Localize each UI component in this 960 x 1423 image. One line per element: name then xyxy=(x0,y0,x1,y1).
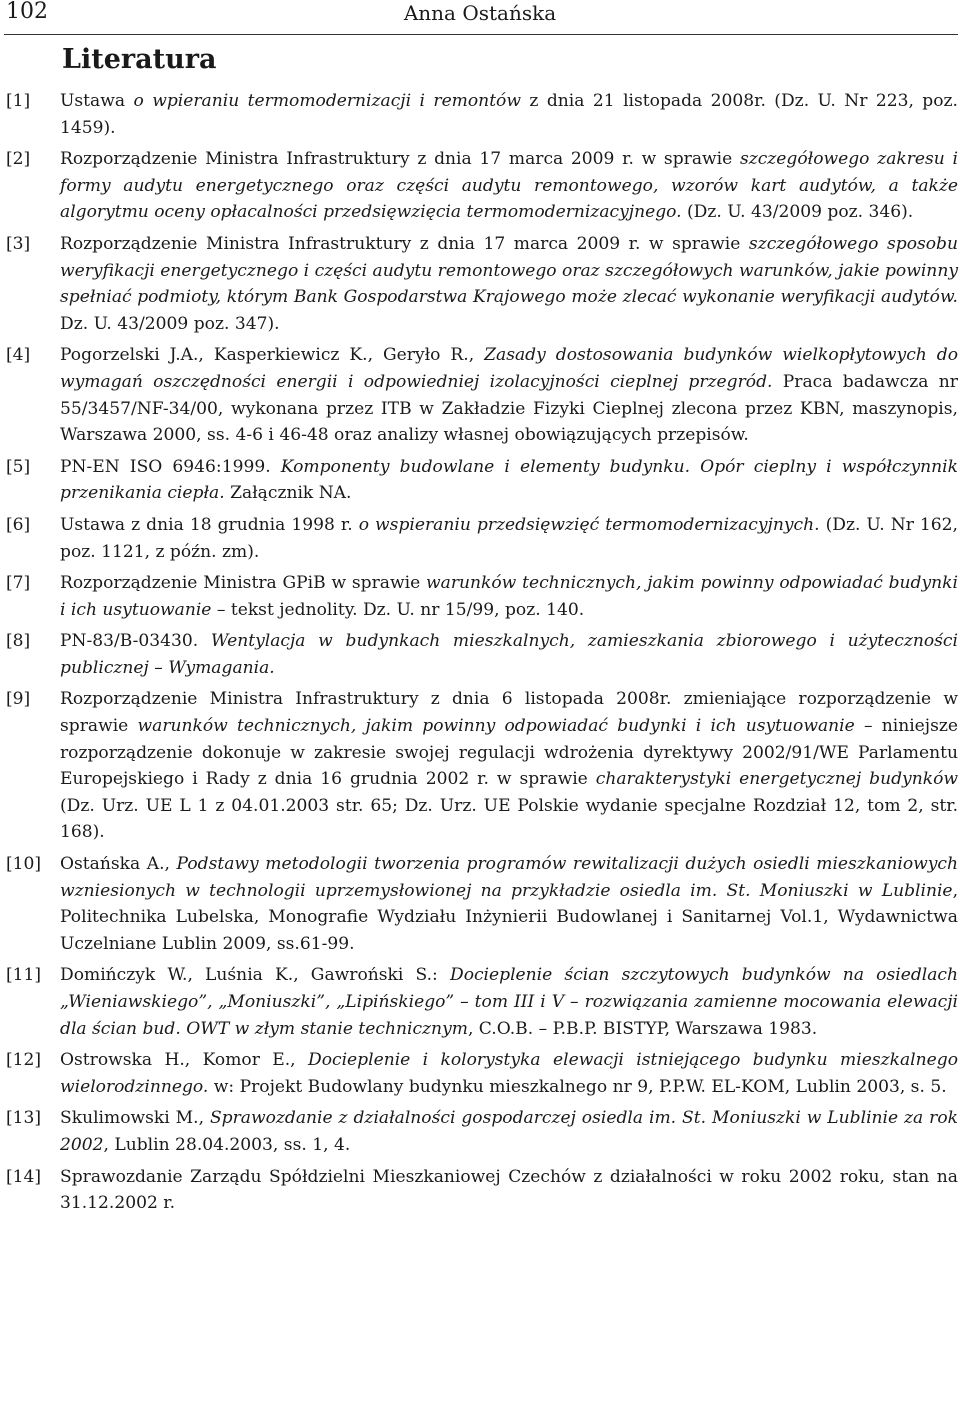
reference-text: Załącznik NA. xyxy=(224,483,352,504)
reference-item xyxy=(0,454,960,507)
reference-number: [4] xyxy=(6,345,31,366)
running-head-author: Anna Ostańska xyxy=(403,1,557,25)
reference-number: [2] xyxy=(6,149,31,170)
reference-text: Rozporządzenie Ministra Infrastruktury z dnia 17 marca 2009 r. w sprawie xyxy=(60,149,740,170)
reference-item xyxy=(0,342,960,448)
reference-text: Ostańska A., xyxy=(60,854,177,875)
reference-text: (Dz. U. 43/2009 poz. 346). xyxy=(681,202,914,223)
reference-text: Ostrowska H., Komor E., xyxy=(60,1050,309,1071)
reference-item xyxy=(0,1105,960,1158)
header-rule xyxy=(4,34,958,35)
reference-text: (Dz. Urz. UE L 1 z 04.01.2003 str. 65; Dz. Urz. UE Polskie wydanie specjalne Rozdział 12, tom 2, str. 168). xyxy=(60,795,958,843)
reference-title-italic: szczegółowego zakresu i formy audytu energetycznego oraz części audytu remontowego, wzorów kart audytów, a także algorytmu oceny opłacalności przedsięwzięcia termomodernizacyjnego. xyxy=(60,149,958,223)
reference-number: [7] xyxy=(6,573,31,594)
reference-text: Ustawa xyxy=(60,91,134,111)
reference-number: [10] xyxy=(6,854,42,875)
reference-text: Rozporządzenie Ministra Infrastruktury z dnia 6 listopada 2008r. zmieniające rozporządzenie w sprawie xyxy=(60,689,958,737)
reference-title-italic: Docieplenie ścian szczytowych budynków na osiedlach „Wieniawskiego”, „Moniuszki”, „Lipińskiego” – tom III i V – rozwiązania zamienne mocowania elewacji dla ścian bud. OWT w złym stanie technicznym xyxy=(60,965,958,1039)
reference-text: Pogorzelski J.A., Kasperkiewicz K., Geryło R., xyxy=(60,345,485,366)
reference-item xyxy=(0,851,960,957)
reference-text: Ustawa z dnia 18 grudnia 1998 r. xyxy=(60,514,359,535)
reference-number: [8] xyxy=(6,631,31,652)
reference-title-italic: Komponenty budowlane i elementy budynku. Opór cieplny i współczynnik przenikania ciepła. xyxy=(60,456,958,504)
reference-item xyxy=(0,231,960,337)
reference-text: Dz. U. 43/2009 poz. 347). xyxy=(60,313,280,334)
reference-text: (Dz. U. Nr 162, poz. 1121, z późn. zm). xyxy=(60,514,958,562)
reference-item xyxy=(0,686,960,846)
reference-text: , Lublin 28.04.2003, ss. 1, 4. xyxy=(103,1134,351,1155)
reference-number: [12] xyxy=(6,1050,42,1071)
reference-item xyxy=(0,1047,960,1100)
reference-text: PN-83/B-03430. xyxy=(60,631,211,652)
reference-title-italic: Docieplenie i kolorystyka elewacji istniejącego budynku mieszkalnego wielorodzinnego. xyxy=(60,1050,958,1097)
reference-text: – tekst jednolity. Dz. U. nr 15/99, poz. 140. xyxy=(211,599,585,620)
reference-text: w: Projekt Budowlany budynku mieszkalnego nr 9, P.P.W. EL-KOM, Lublin 2003, s. 5. xyxy=(208,1076,947,1097)
reference-number: [14] xyxy=(6,1166,42,1187)
reference-item xyxy=(0,88,960,141)
reference-text: – niniejsze rozporządzenie dokonuje w zakresie swojej regulacji wdrożenia dyrektywy 2002/91/WE Parlamentu Europejskiego i Rady z dnia 16 grudnia 2002 r. w sprawie xyxy=(60,716,958,790)
reference-text: Domińczyk W., Luśnia K., Gawroński S.: xyxy=(60,965,450,986)
page-header xyxy=(0,0,960,36)
reference-text: Sprawozdanie Zarządu Spółdzielni Mieszkaniowej Czechów z działalności w roku 2002 roku, stan na 31.12.2002 r. xyxy=(60,1166,958,1214)
reference-title-italic: Podstawy metodologii tworzenia programów rewitalizacji dużych osiedli mieszkaniowych wzniesionych w technologii uprzemysłowionej na przykładzie osiedla im. St. Moniuszki w Lublinie xyxy=(60,854,958,901)
reference-number: [13] xyxy=(6,1108,42,1129)
reference-number: [3] xyxy=(6,233,31,254)
reference-item xyxy=(0,570,960,623)
reference-number: [6] xyxy=(6,514,31,535)
reference-text: PN-EN ISO 6946:1999. xyxy=(60,456,281,477)
section-title: Literatura xyxy=(62,44,217,75)
reference-number: [11] xyxy=(6,965,42,986)
reference-text: Skulimowski M., xyxy=(60,1108,210,1129)
reference-text: Rozporządzenie Ministra Infrastruktury z dnia 17 marca 2009 r. w sprawie xyxy=(60,233,749,254)
page-number: 102 xyxy=(6,0,48,24)
reference-item xyxy=(0,512,960,565)
reference-text: z dnia 21 listopada 2008r. (Dz. U. Nr 223, poz. 1459). xyxy=(60,91,958,138)
reference-title-italic: Wentylacja w budynkach mieszkalnych, zamieszkania zbiorowego i użyteczności publicznej – Wymagania. xyxy=(60,631,958,678)
reference-title-italic: szczegółowego sposobu weryfikacji energetycznego i części audytu remontowego oraz szczegółowych warunków, jakie powinny spełniać podmioty, którym Bank Gospodarstwa Krajowego może zlecać wykonanie weryfikacji audytów. xyxy=(60,233,958,308)
reference-title-italic: o wpieraniu termomodernizacji i remontów xyxy=(133,91,521,111)
reference-title-italic: Zasady dostosowania budynków wielkopłytowych do wymagań oszczędności energii i odpowiedniej izolacyjności cieplnej przegród. xyxy=(60,345,958,392)
reference-text: , C.O.B. – P.B.P. BISTYP, Warszawa 1983. xyxy=(467,1018,818,1039)
reference-text: , Politechnika Lubelska, Monografie Wydziału Inżynierii Budowlanej i Sanitarnej Vol.1, Wydawnictwa Uczelniane Lublin 2009, ss.61-99. xyxy=(60,880,958,954)
reference-number: [5] xyxy=(6,456,31,477)
reference-item xyxy=(0,962,960,1042)
reference-title-italic: Sprawozdanie z działalności gospodarczej osiedla im. St. Moniuszki w Lublinie za rok 2002 xyxy=(60,1108,958,1155)
reference-item xyxy=(0,1164,960,1217)
reference-item xyxy=(0,628,960,681)
reference-number: [9] xyxy=(6,689,31,710)
reference-number: [1] xyxy=(6,91,31,111)
reference-title-italic: o wspieraniu przedsięwzięć termomodernizacyjnych. xyxy=(358,514,820,535)
reference-title-italic: warunków technicznych, jakim powinny odpowiadać budynki i ich usytuowanie xyxy=(137,716,855,737)
reference-text: Praca badawcza nr 55/3457/NF-34/00, wykonana przez ITB w Zakładzie Fizyki Cieplnej zlecona przez KBN, maszynopis, Warszawa 2000, ss. 4-6 i 46-48 oraz analizy własnej obowiązujących przepisów. xyxy=(60,371,958,446)
reference-text: Rozporządzenie Ministra GPiB w sprawie xyxy=(60,573,426,594)
reference-list xyxy=(0,88,960,1222)
reference-title-italic: charakterystyki energetycznej budynków xyxy=(595,769,958,790)
reference-title-italic: warunków technicznych, jakim powinny odpowiadać budynki i ich usytuowanie xyxy=(60,573,958,620)
reference-item xyxy=(0,146,960,226)
